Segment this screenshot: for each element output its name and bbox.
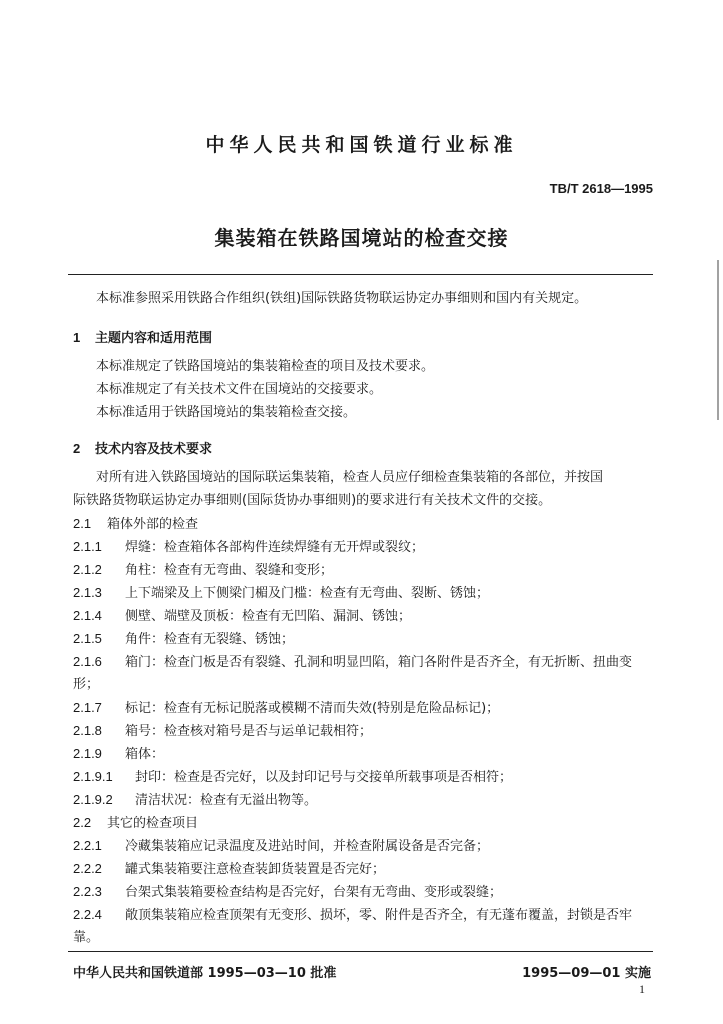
clause-2-1-8: 2.1.8 箱号：检查核对箱号是否与运单记载相符； xyxy=(73,723,373,739)
effective-date: 1995—09—01 实施 xyxy=(522,966,651,981)
clause-2-2: 2.2 其它的检查项目 xyxy=(73,815,199,831)
clause-2-1-6: 2.1.6 箱门：检查门板是否有裂缝、孔洞和明显凹陷，箱门各附件是否齐全，有无折断、扭曲变 xyxy=(73,654,633,670)
clause-2-1-9-1: 2.1.9.1 封印：检查是否完好，以及封印记号与交接单所载事项是否相符； xyxy=(73,769,513,785)
page-number: 1 xyxy=(639,982,645,996)
clause-2-2-1: 2.2.1 冷藏集装箱应记录温度及进站时间，并检查附属设备是否完备； xyxy=(73,838,490,854)
standard-number: TB/T 2618—1995 xyxy=(549,181,653,196)
section-1-para-3: 本标准适用于铁路国境站的集装箱检查交接。 xyxy=(96,405,357,420)
approval-date: 中华人民共和国铁道部 1995—03—10 批准 xyxy=(73,966,337,981)
top-divider xyxy=(68,274,653,275)
clause-2-2-4-continued: 靠。 xyxy=(73,930,100,945)
section-1-title: 主题内容和适用范围 xyxy=(95,331,213,346)
document-title: 集装箱在铁路国境站的检查交接 xyxy=(214,226,509,250)
section-1-para-2: 本标准规定了有关技术文件在国境站的交接要求。 xyxy=(96,382,383,397)
clause-2-1-6-continued: 形； xyxy=(73,677,100,692)
section-1-number: 1 xyxy=(73,330,81,345)
section-2-heading xyxy=(73,438,212,457)
clause-2-1-2: 2.1.2 角柱：检查有无弯曲、裂缝和变形； xyxy=(73,562,334,578)
section-2-number: 2 xyxy=(73,441,81,456)
section-2-title: 技术内容及技术要求 xyxy=(95,442,213,457)
section-2-para-line-1: 对所有进入铁路国境站的国际联运集装箱，检查人员应仔细检查集装箱的各部位，并按国 xyxy=(96,470,604,485)
clause-2-1-7: 2.1.7 标记：检查有无标记脱落或模糊不清而失效(特别是危险品标记)； xyxy=(73,700,500,716)
clause-2-1-5: 2.1.5 角件：检查有无裂缝、锈蚀； xyxy=(73,631,295,647)
standard-category-header: 中华人民共和国铁道行业标准 xyxy=(205,134,518,156)
section-1-para-1: 本标准规定了铁路国境站的集装箱检查的项目及技术要求。 xyxy=(96,359,435,374)
clause-2-1-4: 2.1.4 侧壁、端壁及顶板：检查有无凹陷、漏洞、锈蚀； xyxy=(73,608,412,624)
clause-2-1-9-2: 2.1.9.2 清洁状况：检查有无溢出物等。 xyxy=(73,792,318,808)
clause-2-1-3: 2.1.3 上下端梁及上下侧梁门楣及门槛：检查有无弯曲、裂断、锈蚀； xyxy=(73,585,490,601)
clause-2-1-1: 2.1.1 焊缝：检查箱体各部构件连续焊缝有无开焊或裂纹； xyxy=(73,539,425,555)
section-2-para-line-2: 际铁路货物联运协定办事细则(国际货协办事细则)的要求进行有关技术文件的交接。 xyxy=(73,493,552,508)
scan-edge-mark xyxy=(717,260,719,420)
bottom-divider xyxy=(68,951,653,952)
clause-2-2-3: 2.2.3 台架式集装箱要检查结构是否完好，台架有无弯曲、变形或裂缝； xyxy=(73,884,503,900)
clause-2-2-2: 2.2.2 罐式集装箱要注意检查装卸货装置是否完好； xyxy=(73,861,386,877)
clause-2-1: 2.1 箱体外部的检查 xyxy=(73,516,199,532)
clause-2-2-4: 2.2.4 敞顶集装箱应检查顶架有无变形、损坏，零、附件是否齐全，有无蓬布覆盖，封锁是否牢 xyxy=(73,907,633,923)
section-1-heading xyxy=(73,327,212,346)
intro-paragraph: 本标准参照采用铁路合作组织(铁组)国际铁路货物联运协定办事细则和国内有关规定。 xyxy=(96,291,588,306)
clause-2-1-9: 2.1.9 箱体： xyxy=(73,746,165,762)
